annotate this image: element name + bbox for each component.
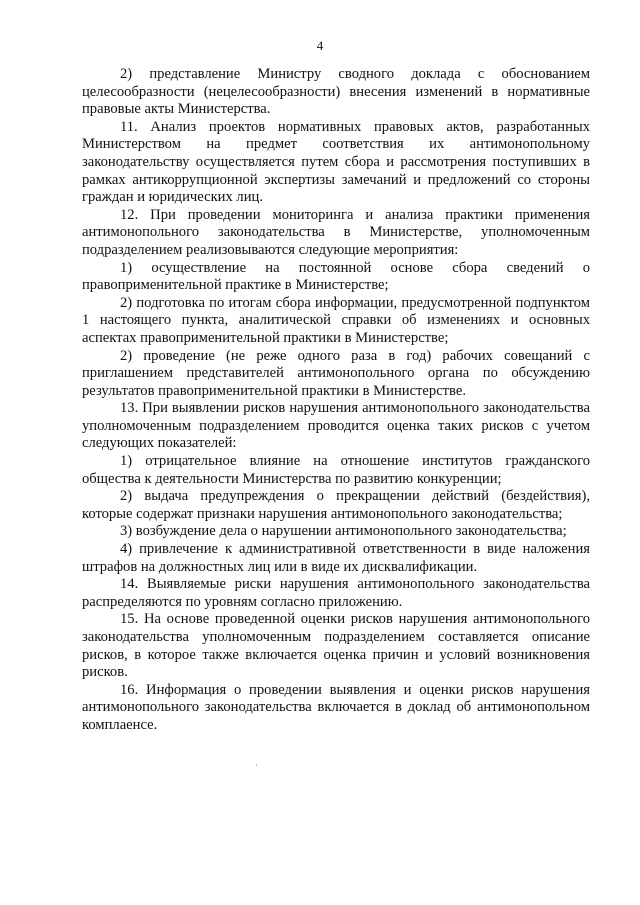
paragraph-12-item-1: 1) осуществление на постоянной основе сбора сведений о правоприменительной практике в Министерстве; [82, 259, 590, 294]
paragraph-11: 11. Анализ проектов нормативных правовых актов, разработанных Министерством на предмет соответствия их антимонопольному законодательству осуществляется путем сбора и рассмотрения поступивших в рамках антикоррупционной экспертизы замечаний и предложений со стороны граждан и юридических лиц. [82, 118, 590, 206]
paragraph-12-item-2-meetings: 2) проведение (не реже одного раза в год) рабочих совещаний с приглашением представителей антимонопольного органа по обсуждению результатов правоприменительной практики в Министерстве. [82, 347, 590, 399]
paragraph-item-2-report: 2) представление Министру сводного доклада с обоснованием целесообразности (нецелесообразности) внесения изменений в нормативные правовые акты Министерства. [82, 66, 590, 118]
paragraph-12: 12. При проведении мониторинга и анализа практики применения антимонопольного законодательства в Министерстве, уполномоченным подразделением реализовываются следующие мероприятия: [82, 206, 590, 258]
document-body [82, 66, 590, 735]
paragraph-15: 15. На основе проведенной оценки рисков нарушения антимонопольного законодательства уполномоченным подразделением составляется описание рисков, в которое также включается оценка причин и условий возникновения рисков. [82, 611, 590, 681]
paragraph-13-item-3: 3) возбуждение дела о нарушении антимонопольного законодательства; [120, 523, 567, 540]
paragraph-13-item-2: 2) выдача предупреждения о прекращении действий (бездействия), которые содержат признаки нарушения антимонопольного законодательства; [82, 488, 590, 522]
paragraph-14: 14. Выявляемые риски нарушения антимонопольного законодательства распределяются по уровням согласно приложению. [82, 576, 590, 610]
page-number: 4 [316, 38, 324, 53]
paragraph-13: 13. При выявлении рисков нарушения антимонопольного законодательства уполномоченным подразделением проводится оценка таких рисков с учетом следующих показателей: [82, 400, 590, 452]
paragraph-16: 16. Информация о проведении выявления и оценки рисков нарушения антимонопольного законодательства включается в доклад об антимонопольном комплаенсе. [82, 681, 590, 733]
paragraph-13-item-4: 4) привлечение к административной ответственности в виде наложения штрафов на должностных лиц или в виде их дисквалификации. [82, 541, 590, 575]
paragraph-13-item-1: 1) отрицательное влияние на отношение институтов гражданского общества к деятельности Министерства по развитию конкуренции; [82, 453, 590, 487]
scan-speck [256, 764, 257, 766]
paragraph-12-item-2-analysis: 2) подготовка по итогам сбора информации, предусмотренной подпунктом 1 настоящего пункта, аналитической справки об изменениях и основных аспектах правоприменительной практики в Министерстве; [82, 294, 590, 346]
